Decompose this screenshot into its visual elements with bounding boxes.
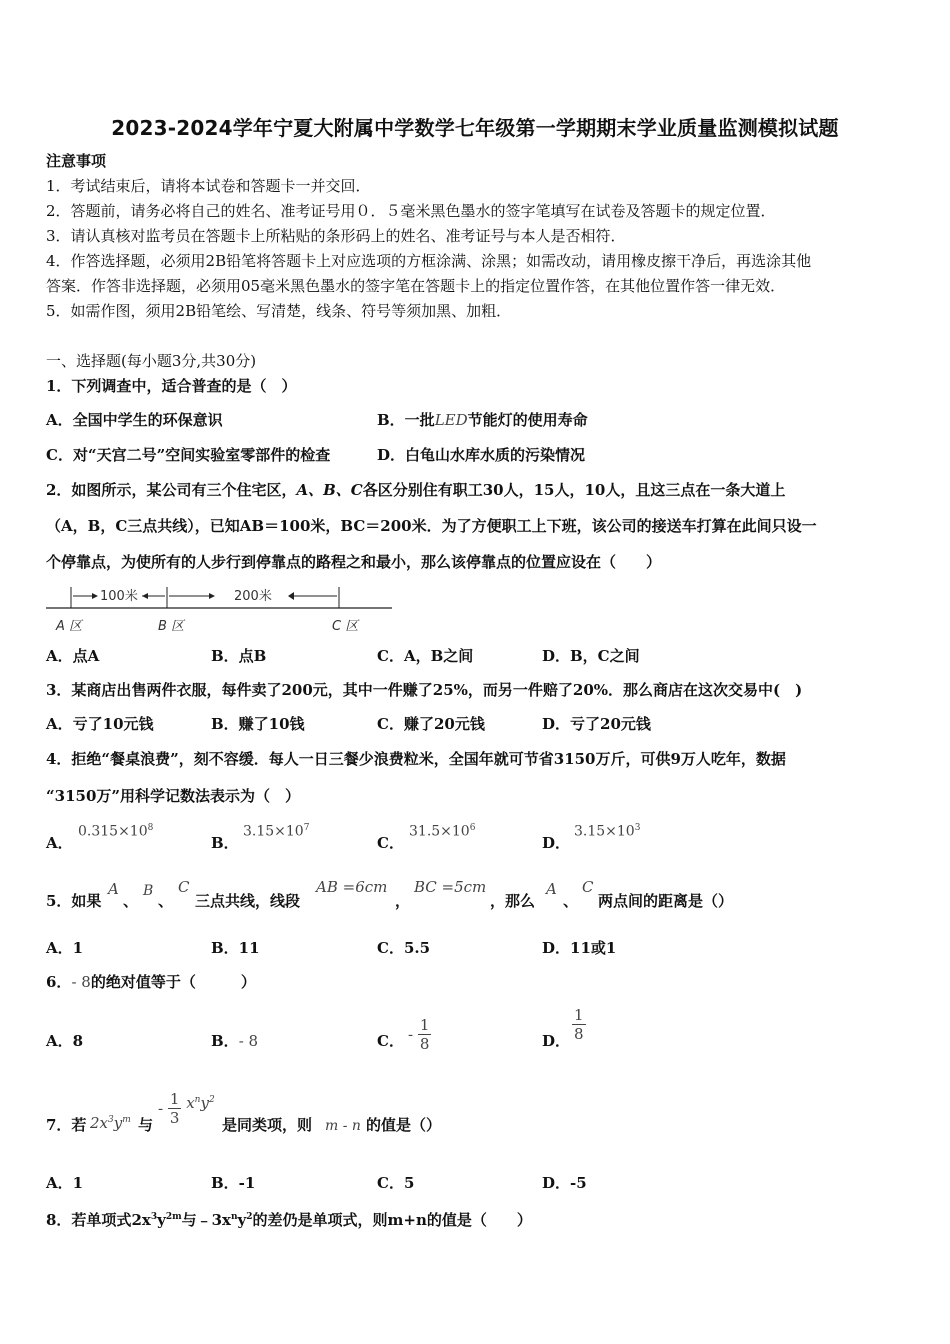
- fraction: $\frac{1}{8}$: [574, 1006, 584, 1043]
- q3-option-b: B．赚了10钱: [211, 715, 305, 733]
- q4-option-a-label: A．: [46, 834, 73, 852]
- q5-point-b: B: [143, 883, 154, 899]
- q7-term1: $2x^3y^m$: [90, 1114, 131, 1132]
- q6-option-c-label: C．: [377, 1032, 404, 1050]
- q6-option-b: B．- 8: [211, 1032, 259, 1050]
- q7-stem-mid: 是同类项，则: [222, 1116, 313, 1134]
- q4-stem-line1: 4．拒绝“餐桌浪费”，刻不容缓．每人一日三餐少浪费粒米，全国年就可节省3150万斤，可供9万人吃年，数据: [46, 750, 786, 768]
- q4-option-d-label: D．: [542, 834, 571, 852]
- q5-separator: 、: [158, 892, 174, 910]
- q5-stem-post: 两点间的距离是（）: [598, 892, 734, 910]
- q5-separator: 、: [123, 892, 139, 910]
- q4-option-d-value: $3.15\times 10^3$: [574, 823, 641, 840]
- q2-stem-line3: 个停靠点，为使所有的人步行到停靠点的路程之和最小，那么该停靠点的位置应设在（ ）: [46, 553, 662, 571]
- q5-ab-length: AB =6cm: [316, 878, 388, 896]
- q7-option-b: B．-1: [211, 1174, 256, 1192]
- q5-stem-then: ，那么: [490, 892, 536, 910]
- q1-stem: 1．下列调查中，适合普查的是（ ）: [46, 377, 297, 395]
- arrowhead: [209, 593, 215, 599]
- label-zone-a: A 区: [56, 619, 83, 634]
- q7-term2: - $\frac{1}{3}$ $x^ny^2$: [158, 1090, 215, 1127]
- notice-heading: 注意事项: [46, 152, 107, 170]
- label-ab-distance: 100米: [100, 589, 138, 604]
- section-heading: 一、选择题(每小题3分,共30分): [46, 352, 257, 370]
- q5-bc-length: BC =5cm: [414, 878, 487, 896]
- q6-option-a: A．8: [46, 1032, 84, 1050]
- page-title: 2023-2024学年宁夏大附属中学数学七年级第一学期期末学业质量监测模拟试题: [111, 116, 839, 140]
- q7-option-c: C．5: [377, 1174, 415, 1192]
- q2-option-c: C．A，B之间: [377, 647, 474, 665]
- q1-option-b: B．一批LED节能灯的使用寿命: [377, 411, 588, 429]
- fraction: $\frac{1}{3}$: [169, 1090, 180, 1127]
- notice-item: 2．答题前，请务必将自己的姓名、准考证号用０．５毫米黑色墨水的签字笔填写在试卷及答题卡的规定位置．: [46, 202, 776, 220]
- arrowhead: [92, 593, 98, 599]
- notice-item: 5．如需作图，须用2B铅笔绘、写清楚，线条、符号等须加黑、加粗．: [46, 302, 512, 320]
- q7-with: 与: [138, 1116, 154, 1134]
- q4-stem-line2: “3150万”用科学记数法表示为（ ）: [46, 787, 301, 805]
- q2-stem-line1: 2．如图所示，某公司有三个住宅区，A、B、C各区分别住有职工30人，15人，10人，且这三点在一条大道上: [46, 481, 786, 499]
- q5-separator: 、: [563, 892, 579, 910]
- q1-option-d: D．白龟山水库水质的污染情况: [377, 446, 586, 464]
- label-zone-b: B 区: [158, 619, 185, 634]
- q5-option-d: D．11或1: [542, 939, 617, 957]
- notice-item: 3．请认真核对监考员在答题卡上所粘贴的条形码上的姓名、准考证号与本人是否相符．: [46, 227, 626, 245]
- q1-option-c: C．对“天宫二号”空间实验室零部件的检查: [46, 446, 331, 464]
- arrowhead: [142, 593, 148, 599]
- q6-option-d-value: [572, 1006, 586, 1043]
- q5-option-a: A．1: [46, 939, 84, 957]
- q5-option-b: B．11: [211, 939, 260, 957]
- q4-option-c-value: $31.5\times 10^6$: [409, 823, 476, 840]
- q5-option-c: C．5.5: [377, 939, 431, 957]
- q3-option-a: A．亏了10元钱: [46, 715, 154, 733]
- q5-stem-pre: 5．如果: [46, 892, 102, 910]
- fraction: $\frac{1}{8}$: [419, 1016, 430, 1053]
- q5-point-c2: C: [582, 878, 594, 896]
- q1-option-a: A．全国中学生的环保意识: [46, 411, 223, 429]
- q5-point-a: A: [108, 880, 119, 898]
- q4-option-a-value: $0.315\times 10^8$: [78, 823, 154, 840]
- q7-m-minus-n: m - n: [325, 1118, 361, 1134]
- q8-stem: 8．若单项式$2x^3y^{2m}$与$﹣3x^ny^2$的差仍是单项式，则m+n的值是（ ）: [46, 1211, 532, 1229]
- q3-option-d: D．亏了20元钱: [542, 715, 651, 733]
- q2-option-b: B．点B: [211, 647, 267, 665]
- label-zone-c: C 区: [332, 619, 359, 634]
- q7-option-d: D．-5: [542, 1174, 587, 1192]
- q2-option-a: A．点A: [46, 647, 100, 665]
- q4-option-b-value: $3.15\times 10^7$: [243, 823, 310, 840]
- notice-item: 4．作答选择题，必须用2B铅笔将答题卡上对应选项的方框涂满、涂黑；如需改动，请用橡皮擦干净后，再选涂其他: [46, 252, 812, 270]
- q2-stem-line2: （A，B，C三点共线），已知AB＝100米，BC＝200米．为了方便职工上下班，该公司的接送车打算在此间只设一: [46, 517, 817, 535]
- q2-figure: [44, 582, 396, 638]
- q6-option-c-value: - $\frac{1}{8}$: [408, 1016, 430, 1053]
- q3-option-c: C．赚了20元钱: [377, 715, 485, 733]
- q3-stem: 3．某商店出售两件衣服，每件卖了200元，其中一件赚了25%，而另一件赔了20%．那么商店在这次交易中( ): [46, 681, 803, 699]
- q7-option-a: A．1: [46, 1174, 84, 1192]
- q6-stem: 6．- 8的绝对值等于（ ）: [46, 973, 256, 991]
- q4-option-b-label: B．: [211, 834, 239, 852]
- notice-item: 答案．作答非选择题，必须用05毫米黑色墨水的签字笔在答题卡上的指定位置作答，在其他位置作答一律无效．: [46, 277, 786, 295]
- q6-option-d-label: D．: [542, 1032, 571, 1050]
- q2-option-d: D．B，C之间: [542, 647, 640, 665]
- q7-stem-pre: 7．若: [46, 1116, 87, 1134]
- label-bc-distance: 200米: [234, 589, 272, 604]
- q5-comma: ，: [395, 892, 411, 910]
- q5-point-c: C: [178, 878, 190, 896]
- q7-stem-post: 的值是（）: [366, 1116, 442, 1134]
- q4-option-c-label: C．: [377, 834, 404, 852]
- q5-point-a2: A: [546, 880, 557, 898]
- arrowhead: [288, 592, 294, 600]
- q5-stem-mid: 三点共线，线段: [195, 892, 301, 910]
- notice-item: 1．考试结束后，请将本试卷和答题卡一并交回．: [46, 177, 371, 195]
